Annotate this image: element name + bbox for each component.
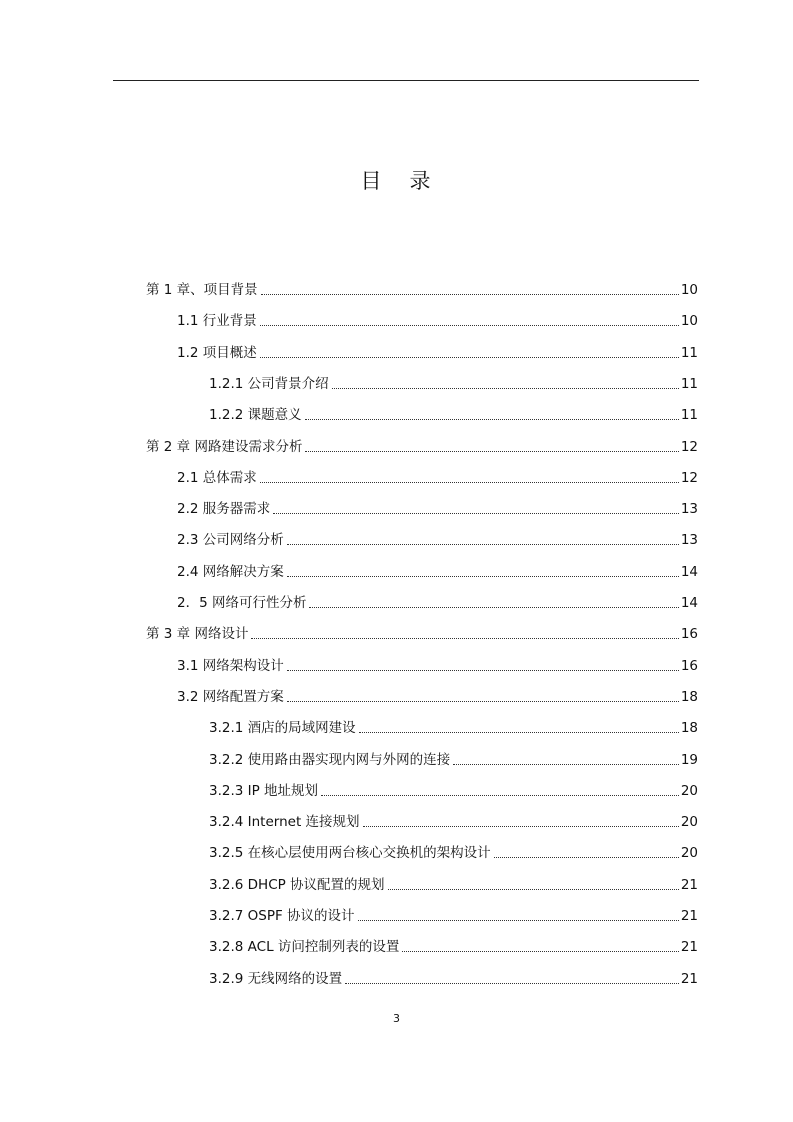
toc-entry-page: 14 (680, 563, 698, 580)
toc-dot-leader (287, 576, 679, 577)
toc-entry[interactable] (146, 843, 698, 863)
toc-entry[interactable] (146, 812, 698, 832)
toc-entry[interactable] (146, 343, 698, 363)
toc-title (0, 165, 793, 195)
toc-entry[interactable] (146, 311, 698, 331)
toc-entry[interactable] (146, 624, 698, 644)
toc-entry-page: 16 (680, 657, 698, 674)
toc-entry-page: 13 (680, 501, 698, 518)
toc-dot-leader (287, 670, 679, 671)
toc-entry[interactable] (146, 656, 698, 676)
toc-entry-title: 1.2 项目概述 (177, 344, 257, 361)
toc-entry-page: 13 (680, 532, 698, 549)
toc-dot-leader (402, 951, 678, 952)
toc-entry-page: 21 (680, 876, 698, 893)
toc-entry-page: 21 (680, 908, 698, 924)
toc-entry-page: 14 (680, 595, 698, 611)
toc-entry-page: 18 (680, 688, 698, 705)
toc-dot-leader (305, 419, 679, 420)
toc-entry[interactable] (146, 875, 698, 895)
toc-entry-title: 2．5 网络可行性分析 (177, 595, 307, 611)
toc-entry-page: 20 (680, 814, 698, 831)
toc-entry[interactable] (146, 593, 698, 613)
toc-entry-title: 第 3 章 网络设计 (146, 626, 249, 643)
toc-dot-leader (251, 638, 678, 639)
toc-entry-title: 1.1 行业背景 (177, 313, 257, 330)
toc-entry-page: 11 (680, 344, 698, 361)
toc-entry[interactable] (146, 906, 698, 926)
toc-entry-title: 2.2 服务器需求 (177, 501, 271, 518)
toc-entry-page: 18 (680, 720, 698, 737)
toc-entry-page: 21 (680, 970, 698, 987)
toc-entry[interactable] (146, 718, 698, 738)
toc-entry-title: 3.2.9 无线网络的设置 (209, 970, 343, 987)
toc-entry-page: 20 (680, 845, 698, 862)
toc-entry-title: 3.2.8 ACL 访问控制列表的设置 (209, 939, 400, 956)
toc-entry[interactable] (146, 687, 698, 707)
toc-dot-leader (332, 388, 679, 389)
toc-entry-page: 11 (680, 375, 698, 392)
toc-entry-page: 20 (680, 782, 698, 799)
toc-entry-title: 3.1 网络架构设计 (177, 657, 284, 674)
toc-entry-title: 第 2 章 网路建设需求分析 (146, 438, 303, 455)
toc-entry-title: 3.2.5 在核心层使用两台核心交换机的架构设计 (209, 845, 491, 862)
toc-dot-leader (363, 826, 679, 827)
toc-dot-leader (453, 764, 679, 765)
toc-dot-leader (260, 482, 679, 483)
toc-entry-title: 1.2.2 课题意义 (209, 407, 302, 424)
toc-entry[interactable] (146, 969, 698, 989)
toc-entry[interactable] (146, 374, 698, 394)
toc-dot-leader (305, 451, 678, 452)
toc-entry-title: 2.4 网络解决方案 (177, 563, 284, 580)
toc-title-char-2: 录 (409, 169, 433, 193)
toc-dot-leader (358, 920, 679, 921)
toc-entry-title: 3.2.4 Internet 连接规划 (209, 814, 360, 831)
toc-entry-page: 21 (680, 939, 698, 956)
toc-entry[interactable] (146, 937, 698, 957)
toc-entry-title: 2.1 总体需求 (177, 469, 257, 486)
toc-entry[interactable] (146, 437, 698, 457)
toc-dot-leader (321, 795, 679, 796)
header-rule (113, 80, 699, 81)
toc-entry-title: 3.2.6 DHCP 协议配置的规划 (209, 876, 385, 893)
toc-entry-page: 16 (680, 626, 698, 643)
toc-dot-leader (287, 544, 679, 545)
toc-entry[interactable] (146, 562, 698, 582)
toc-dot-leader (260, 325, 679, 326)
toc-entry[interactable] (146, 405, 698, 425)
toc-dot-leader (359, 732, 679, 733)
toc-entry-page: 10 (680, 313, 698, 330)
toc-entry-title: 3.2.1 酒店的局域网建设 (209, 720, 356, 737)
toc-entry-title: 2.3 公司网络分析 (177, 532, 284, 549)
toc-dot-leader (261, 294, 679, 295)
toc-entry[interactable] (146, 280, 698, 300)
toc-entry[interactable] (146, 750, 698, 770)
toc-dot-leader (260, 357, 679, 358)
toc-entry-page: 11 (680, 407, 698, 424)
toc-entry-title: 3.2.3 IP 地址规划 (209, 782, 319, 799)
toc-entry-page: 12 (680, 438, 698, 455)
toc-entry[interactable] (146, 468, 698, 488)
toc-entry-title: 3.2.7 OSPF 协议的设计 (209, 908, 355, 924)
toc-dot-leader (388, 889, 679, 890)
toc-dot-leader (345, 983, 679, 984)
toc-dot-leader (494, 857, 679, 858)
toc-entry[interactable] (146, 530, 698, 550)
toc-entry-title: 第 1 章、项目背景 (146, 282, 258, 298)
toc-entry-title: 3.2 网络配置方案 (177, 688, 284, 705)
toc-dot-leader (309, 607, 678, 608)
toc-entry-title: 3.2.2 使用路由器实现内网与外网的连接 (209, 751, 451, 768)
toc-entry-page: 10 (680, 282, 698, 298)
toc-dot-leader (273, 513, 679, 514)
toc-dot-leader (287, 701, 679, 702)
toc-title-char-1: 目 (360, 169, 384, 193)
toc-entry[interactable] (146, 499, 698, 519)
toc-entry-page: 19 (680, 751, 698, 768)
toc-entry-page: 12 (680, 469, 698, 486)
toc-entry[interactable] (146, 781, 698, 801)
toc-entry-title: 1.2.1 公司背景介绍 (209, 375, 329, 392)
page-number: 3 (393, 1012, 400, 1025)
